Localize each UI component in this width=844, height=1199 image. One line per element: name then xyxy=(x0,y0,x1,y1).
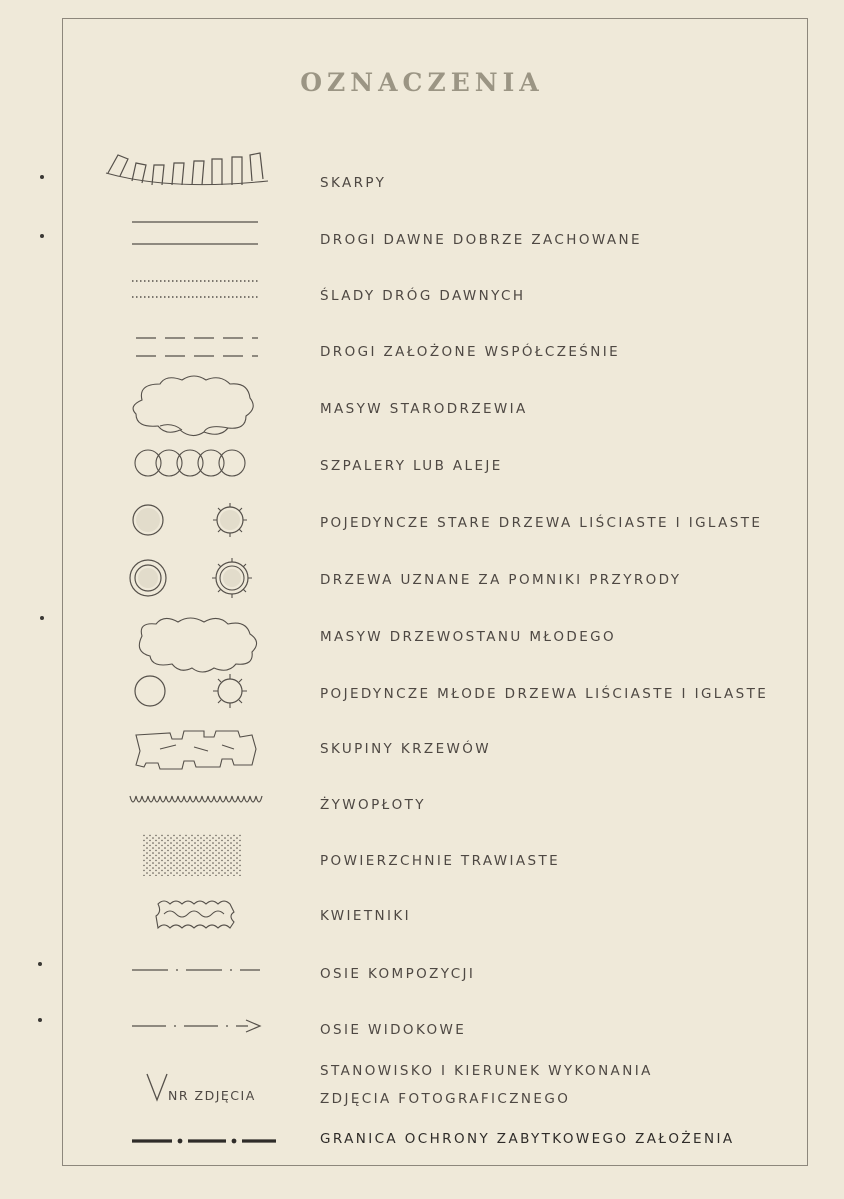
legend-label-osie-kompozycji: OSIE KOMPOZYCJI xyxy=(320,966,476,982)
legend-label-powierzchnie-trawiaste: POWIERZCHNIE TRAWIASTE xyxy=(320,853,561,869)
flowerbed-symbol xyxy=(154,896,240,932)
binding-hole xyxy=(40,175,44,179)
photo-number-label: NR ZDJĘCIA xyxy=(168,1088,256,1103)
legend-title: OZNACZENIA xyxy=(300,68,544,97)
binding-hole xyxy=(40,234,44,238)
legend-label-masyw-mlodego: MASYW DRZEWOSTANU MŁODEGO xyxy=(320,629,617,645)
legend-label-szpalery: SZPALERY LUB ALEJE xyxy=(320,458,503,474)
binding-hole xyxy=(38,1018,42,1022)
tree-row-symbol xyxy=(128,446,253,480)
double-dotted-line-symbol xyxy=(130,277,260,301)
legend-label-zdjecia: ZDJĘCIA FOTOGRAFICZNEGO xyxy=(320,1091,571,1107)
legend-label-pojedyncze-mlode: POJEDYNCZE MŁODE DRZEWA LIŚCIASTE I IGLASTE xyxy=(320,686,769,702)
grass-area-symbol xyxy=(140,832,246,880)
old-tree-mass-symbol xyxy=(124,372,259,442)
legend-label-skupiny-krzewow: SKUPINY KRZEWÓW xyxy=(320,741,492,757)
double-line-symbol xyxy=(130,218,260,248)
legend-label-drogi-dawne: DROGI DAWNE DOBRZE ZACHOWANE xyxy=(320,232,642,248)
legend-label-osie-widokowe: OSIE WIDOKOWE xyxy=(320,1022,467,1038)
hedge-symbol xyxy=(128,788,263,812)
legend-label-stanowisko: STANOWISKO I KIERUNEK WYKONANIA xyxy=(320,1063,653,1079)
legend-label-drogi-zalozone: DROGI ZAŁOŻONE WSPÓŁCZEŚNIE xyxy=(320,344,621,360)
view-axis-symbol xyxy=(130,1018,264,1034)
legend-label-granica-ochrony: GRANICA OCHRONY ZABYTKOWEGO ZAŁOŻENIA xyxy=(320,1131,735,1147)
legend-label-masyw-starodrzewia: MASYW STARODRZEWIA xyxy=(320,401,528,417)
binding-hole xyxy=(40,616,44,620)
photo-station-v-symbol xyxy=(144,1070,170,1104)
shrub-group-symbol xyxy=(130,725,265,775)
legend-label-slady-drog: ŚLADY DRÓG DAWNYCH xyxy=(320,288,526,304)
single-old-trees-symbol xyxy=(128,495,258,545)
legend-label-pomniki-przyrody: DRZEWA UZNANE ZA POMNIKI PRZYRODY xyxy=(320,572,682,588)
monument-trees-symbol xyxy=(126,552,260,604)
protection-boundary-symbol xyxy=(130,1134,280,1148)
legend-label-zywoploty: ŻYWOPŁOTY xyxy=(320,797,426,813)
escarpment-symbol xyxy=(100,143,275,198)
legend-label-kwietniki: KWIETNIKI xyxy=(320,908,411,924)
binding-hole xyxy=(38,962,42,966)
legend-label-skarpy: SKARPY xyxy=(320,175,387,191)
double-dashed-line-symbol xyxy=(134,334,262,360)
composition-axis-symbol xyxy=(130,964,262,976)
single-young-trees-symbol xyxy=(130,668,258,714)
legend-label-pojedyncze-stare: POJEDYNCZE STARE DRZEWA LIŚCIASTE I IGLASTE xyxy=(320,515,763,531)
